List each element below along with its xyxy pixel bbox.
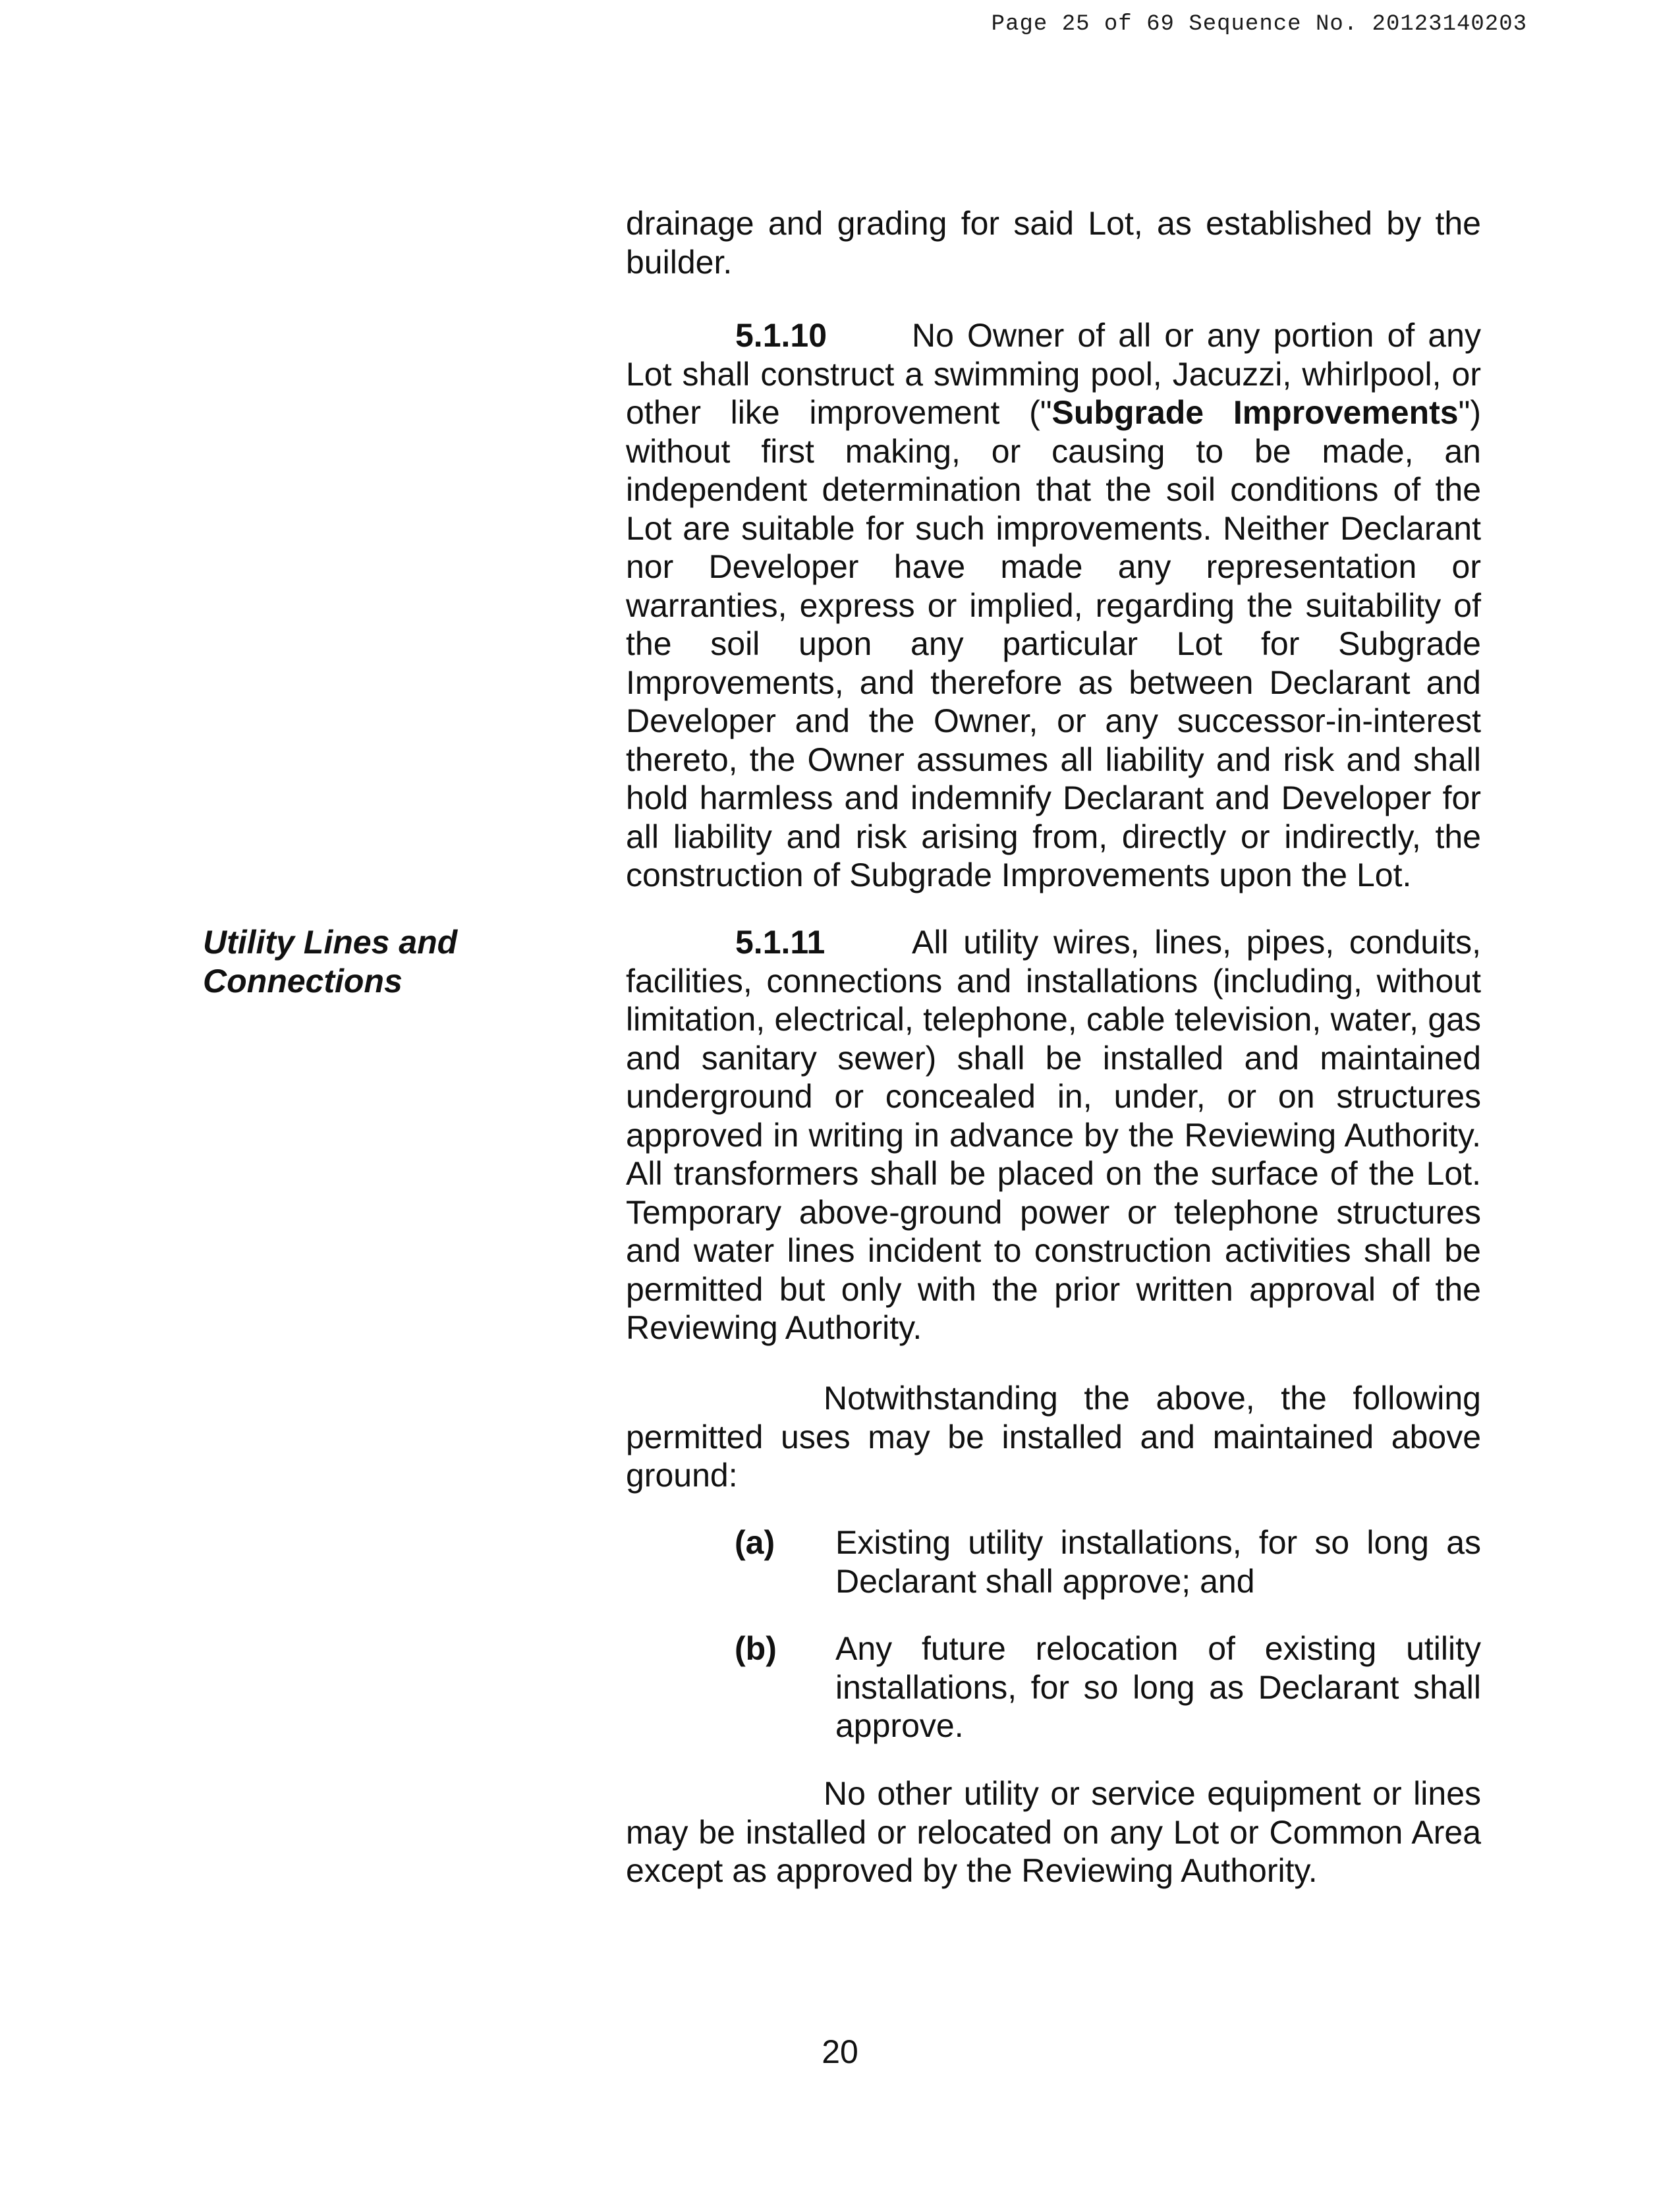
notwithstanding-text: Notwithstanding the above, the following permitted uses may be installed and maintained above ground: — [626, 1380, 1481, 1494]
section-5-1-10 — [626, 316, 1481, 895]
section-5-1-11-paragraph — [626, 923, 1481, 1347]
section-text: All utility wires, lines, pipes, conduits, facilities, connections and installations (including, without limitation, electrical, telephone, cable television, water, gas and sanitary sewer) shall be installed and maintained underground or concealed in, under, or on structures approved in writing in advance by the Reviewing Authority. All transformers shall be placed on the surface of the Lot. Temporary above-ground power or telephone structures and water lines incident to construction activities shall be permitted but only with the prior written approval of the Reviewing Authority. — [626, 924, 1481, 1346]
section-5-1-11 — [626, 923, 1481, 1347]
list-item — [626, 1629, 1481, 1745]
closing-text: No other utility or service equipment or lines may be installed or relocated on any Lot or Common Area except as approved by the Reviewing Authority. — [626, 1775, 1481, 1889]
page-header: Page 25 of 69 Sequence No. 20123140203 — [991, 12, 1527, 37]
section-text-before: No Owner of all or any portion of any Lot shall construct a swimming pool, Jacuzzi, whirlpool, or other like improvement (" — [626, 317, 1481, 431]
list-item — [626, 1523, 1481, 1600]
sidenote-heading — [203, 923, 519, 1000]
sidenote-line-1: Utility Lines and — [203, 924, 458, 961]
sidenote-line-2: Connections — [203, 962, 403, 1000]
continuation-paragraph — [626, 204, 1481, 281]
page-number: 20 — [822, 2033, 858, 2070]
list-item-text: Any future relocation of existing utility installations, for so long as Declarant shall approve. — [835, 1630, 1481, 1744]
list-item-text: Existing utility installations, for so long as Declarant shall approve; and — [835, 1524, 1481, 1600]
list-item-label: (b) — [735, 1630, 777, 1667]
closing-paragraph — [626, 1774, 1481, 1890]
section-number: 5.1.11 — [735, 924, 826, 961]
section-number: 5.1.10 — [735, 317, 827, 354]
defined-term: Subgrade Improvements — [1051, 394, 1459, 431]
section-text-after: ") without first making, or causing to be made, an independent determination that the soil conditions of the Lot are suitable for such improvements. Neither Declarant nor Developer have made any representation or warranties, express or implied, regarding the suitability of the soil upon any particular Lot for Subgrade Improvements, and therefore as between Declarant and Developer and the Owner, or any successor-in-interest thereto, the Owner assumes all liability and risk and shall hold harmless and indemnify Declarant and Developer for all liability and risk arising from, directly or indirectly, the construction of Subgrade Improvements upon the Lot. — [626, 394, 1481, 893]
notwithstanding-paragraph — [626, 1379, 1481, 1495]
section-5-1-10-paragraph — [626, 316, 1481, 895]
list-item-label: (a) — [735, 1524, 775, 1561]
continuation-text: drainage and grading for said Lot, as established by the builder. — [626, 205, 1481, 281]
